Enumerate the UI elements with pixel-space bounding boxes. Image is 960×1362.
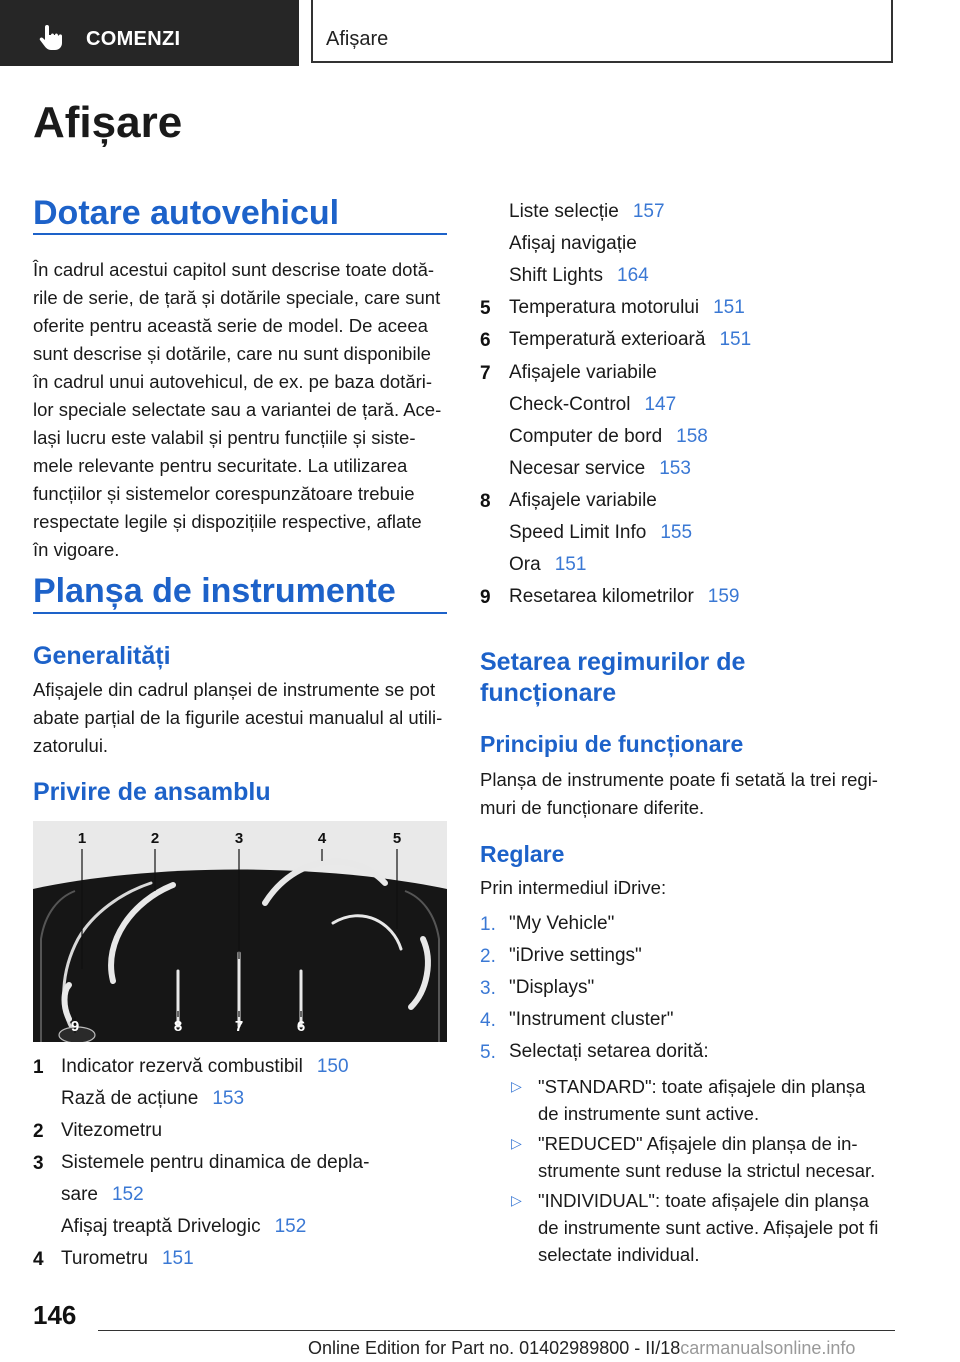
legend-item — [509, 520, 692, 546]
heading-plansa: Planșa de instrumente — [33, 572, 396, 610]
paragraph-line: În cadrul acestui capitol sunt descrise toate dotă- — [33, 259, 435, 280]
paragraph-line: lor speciale selectate sau a variantei de țară. Ace- — [33, 399, 442, 420]
page-reference-link[interactable]: 150 — [316, 1056, 349, 1077]
footer-rule — [98, 1330, 895, 1331]
option-line: de instrumente sunt active. Afișajele pot fi — [538, 1217, 879, 1238]
section-tab[interactable] — [0, 0, 299, 66]
legend-item — [509, 424, 708, 450]
footer-watermark: carmanualsonline.info — [680, 1338, 856, 1358]
legend-item-text: Afișajele variabile — [509, 361, 657, 383]
step-text: "My Vehicle" — [509, 913, 615, 934]
option-line: "REDUCED" Afișajele din planșa de in- — [538, 1133, 858, 1154]
legend-number: 2 — [33, 1121, 44, 1142]
legend-item-text: Computer de bord — [509, 425, 663, 447]
page-reference-link[interactable]: 151 — [719, 329, 752, 351]
page-reference-link[interactable]: 157 — [632, 201, 665, 222]
figure-callout: 3 — [234, 830, 244, 847]
legend-item — [61, 1086, 244, 1112]
figure-callout: 8 — [173, 1018, 183, 1035]
legend-item-text: Shift Lights — [509, 265, 603, 287]
step-text: "iDrive settings" — [509, 945, 642, 966]
triangle-right-icon: ▷ — [511, 1192, 522, 1208]
legend-item — [509, 584, 740, 610]
breadcrumb-label: Afișare — [326, 28, 389, 50]
paragraph-line: oferite pentru această serie de model. De aceea — [33, 315, 428, 336]
figure-callout: 9 — [70, 1018, 80, 1035]
paragraph-line: muri de funcționare diferite. — [480, 797, 705, 818]
paragraph-line: lași lucru este valabil și pentru funcțiile și siste- — [33, 427, 416, 448]
legend-item-text: Necesar service — [509, 457, 646, 479]
option-line: strumente sunt reduse la strictul necesar. — [538, 1160, 876, 1181]
legend-item — [509, 199, 665, 225]
option-line: "STANDARD": toate afișajele din planșa — [538, 1076, 866, 1097]
legend-item-text: Liste selecție — [509, 201, 619, 222]
section-tab-label: COMENZI — [86, 28, 181, 50]
instrument-cluster-figure — [33, 821, 447, 1042]
heading-dotare: Dotare autovehicul — [33, 194, 340, 232]
legend-item-text: Sistemele pentru dinamica de depla- — [61, 1152, 370, 1173]
footer-edition — [308, 1338, 855, 1359]
page-reference-link[interactable]: 153 — [212, 1088, 245, 1109]
page-reference-link[interactable]: 153 — [659, 457, 691, 479]
step-number: 4. — [480, 1010, 496, 1031]
principiu-paragraph — [480, 766, 900, 822]
heading-generalitati: Generalități — [33, 642, 171, 670]
heading-line: Setarea regimurilor de — [480, 648, 746, 676]
page-reference-link[interactable]: 151 — [554, 554, 587, 576]
legend-item — [61, 1150, 369, 1176]
legend-number: 4 — [33, 1249, 44, 1270]
heading-setare — [480, 647, 900, 709]
paragraph-line: Afișajele din cadrul planșei de instrumente se pot — [33, 679, 436, 700]
option-line: selectate individual. — [538, 1244, 700, 1265]
legend-item-text: Afișaj navigație — [509, 233, 637, 255]
legend-item-text: Temperatură exterioară — [509, 329, 706, 351]
figure-callout: 1 — [77, 830, 87, 847]
reglare-intro: Prin intermediul iDrive: — [480, 877, 667, 898]
page-reference-link[interactable]: 152 — [274, 1216, 307, 1237]
figure-callout: 7 — [234, 1018, 244, 1035]
step-text: "Displays" — [509, 977, 595, 998]
legend-item — [509, 552, 586, 578]
page-reference-link[interactable]: 151 — [161, 1248, 194, 1269]
step-number: 3. — [480, 978, 496, 999]
legend-item — [509, 327, 751, 353]
option-line: "INDIVIDUAL": toate afișajele din planșa — [538, 1190, 869, 1211]
paragraph-line: Planșa de instrumente poate fi setată la trei regi- — [480, 769, 878, 790]
legend-item-text: Temperatura motorului — [509, 297, 700, 319]
legend-number: 3 — [33, 1153, 44, 1174]
paragraph-line: abate parțial de la figurile acestui manualul al utili- — [33, 707, 443, 728]
page-reference-link[interactable]: 155 — [660, 522, 693, 543]
legend-number: 6 — [480, 330, 491, 352]
legend-item-text: Turometru — [61, 1248, 148, 1269]
legend-item — [509, 263, 649, 289]
paragraph-line: sunt descrise și dotările, care nu sunt disponibile — [33, 343, 431, 364]
legend-item-text: Resetarea kilometrilor — [509, 586, 694, 608]
legend-number: 1 — [33, 1057, 44, 1078]
legend-number: 7 — [480, 362, 491, 384]
step-number: 5. — [480, 1042, 496, 1063]
figure-callout: 6 — [296, 1018, 306, 1035]
legend-item — [61, 1182, 144, 1208]
legend-item-text: Afișaj treaptă Drivelogic — [61, 1216, 261, 1237]
legend-number: 8 — [480, 490, 491, 512]
option-text — [538, 1130, 898, 1184]
step-number: 2. — [480, 946, 496, 967]
figure-callout: 4 — [317, 830, 327, 847]
heading-privire: Privire de ansamblu — [33, 778, 271, 806]
breadcrumb — [311, 0, 893, 63]
legend-item — [509, 392, 676, 418]
paragraph-line: respectate legile și dispozițiile respective, aflate — [33, 511, 422, 532]
legend-item-text: Indicator rezervă combustibil — [61, 1056, 303, 1077]
legend-item — [509, 360, 657, 386]
page-title: Afișare — [33, 98, 183, 147]
paragraph-line: în cadrul unui autovehicul, de ex. pe baza dotări- — [33, 371, 433, 392]
legend-item-text: Speed Limit Info — [509, 522, 647, 543]
legend-item-text: sare — [61, 1184, 98, 1205]
paragraph-line: zatorului. — [33, 735, 109, 756]
legend-item — [509, 456, 691, 482]
legend-item — [61, 1054, 349, 1080]
paragraph-line: funcțiilor și sistemelor corespunzătoare trebuie — [33, 483, 415, 504]
page-reference-link[interactable]: 147 — [644, 393, 677, 415]
page-reference-link[interactable]: 159 — [707, 586, 740, 608]
legend-number: 9 — [480, 587, 491, 609]
heading-principiu: Principiu de funcționare — [480, 731, 744, 757]
paragraph-line: mele relevante pentru securitate. La utilizarea — [33, 455, 408, 476]
step-text: Selectați setarea dorită: — [509, 1041, 709, 1062]
page-reference-link[interactable]: 158 — [676, 425, 708, 447]
step-text: "Instrument cluster" — [509, 1009, 674, 1030]
dotare-paragraph — [33, 256, 453, 564]
legend-item-text: Check-Control — [509, 393, 631, 415]
heading-rule — [33, 233, 447, 235]
legend-item — [509, 295, 745, 321]
legend-item — [509, 231, 637, 257]
figure-callout: 5 — [392, 830, 402, 847]
legend-number: 5 — [480, 298, 491, 320]
paragraph-line: rile de serie, de țară și dotările speciale, care sunt — [33, 287, 441, 308]
legend-item-text: Rază de acțiune — [61, 1088, 199, 1109]
generalitati-paragraph — [33, 676, 453, 760]
paragraph-line: în vigoare. — [33, 539, 120, 560]
page-number: 146 — [33, 1300, 77, 1330]
option-text — [538, 1187, 898, 1268]
hand-pointer-icon — [36, 22, 66, 52]
legend-item-text: Ora — [509, 554, 541, 576]
step-number: 1. — [480, 914, 496, 935]
legend-item — [61, 1214, 306, 1240]
legend-item-text: Vitezometru — [61, 1120, 163, 1141]
page-reference-link[interactable]: 151 — [713, 297, 745, 319]
option-text — [538, 1073, 898, 1127]
page-reference-link[interactable]: 152 — [111, 1184, 144, 1205]
triangle-right-icon: ▷ — [511, 1078, 522, 1094]
legend-item — [61, 1246, 194, 1272]
figure-callout: 2 — [150, 830, 160, 847]
heading-rule — [33, 612, 447, 614]
legend-item — [509, 488, 657, 514]
heading-line: funcționare — [480, 679, 617, 707]
footer-edition-text: Online Edition for Part no. 01402989800 - II/18 — [308, 1338, 681, 1358]
triangle-right-icon: ▷ — [511, 1135, 522, 1151]
legend-item — [61, 1118, 162, 1144]
page-reference-link[interactable]: 164 — [617, 265, 649, 287]
heading-reglare: Reglare — [480, 841, 565, 867]
option-line: de instrumente sunt active. — [538, 1103, 760, 1124]
legend-item-text: Afișajele variabile — [509, 489, 657, 511]
